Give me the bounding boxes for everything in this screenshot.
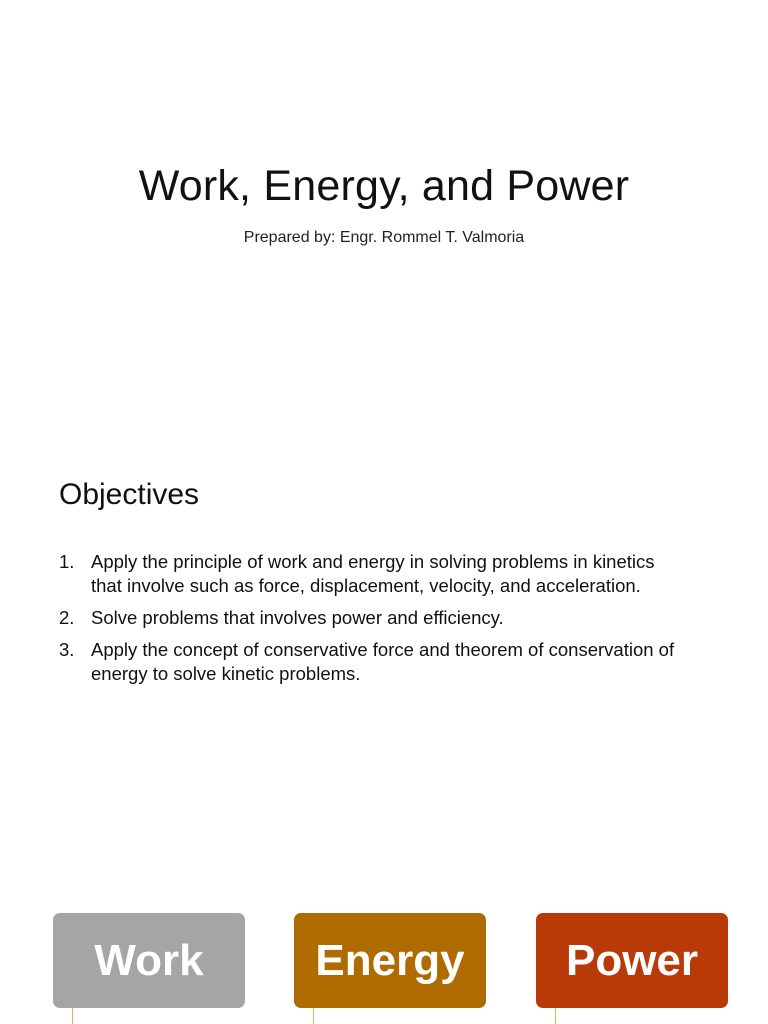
- objectives-list: [59, 550, 679, 694]
- work-box: Work: [53, 913, 245, 1008]
- power-connector-line: [555, 1008, 556, 1024]
- topics-slide: [0, 890, 768, 1024]
- objective-item: [59, 550, 679, 598]
- energy-box: Energy: [294, 913, 486, 1008]
- objective-number: 2.: [59, 607, 75, 628]
- objective-text: Solve problems that involves power and efficiency.: [91, 607, 504, 628]
- work-connector-line: [72, 1008, 73, 1024]
- objectives-slide: [0, 430, 768, 890]
- power-box: Power: [536, 913, 728, 1008]
- title-slide: [0, 0, 768, 430]
- slide-title: Work, Energy, and Power: [138, 162, 630, 210]
- energy-connector-line: [313, 1008, 314, 1024]
- objective-text: Apply the concept of conservative force and theorem of conservation of energy to solve kinetic problems.: [91, 639, 675, 684]
- objective-number: 3.: [59, 639, 75, 660]
- objective-item: [59, 606, 679, 630]
- objective-text: Apply the principle of work and energy in solving problems in kinetics that involve such as force, displacement, velocity, and acceleration.: [91, 551, 655, 596]
- objective-number: 1.: [59, 551, 75, 572]
- slide-subtitle: Prepared by: Engr. Rommel T. Valmoria: [243, 229, 525, 246]
- objective-item: [59, 638, 679, 686]
- objectives-heading: Objectives: [59, 478, 200, 511]
